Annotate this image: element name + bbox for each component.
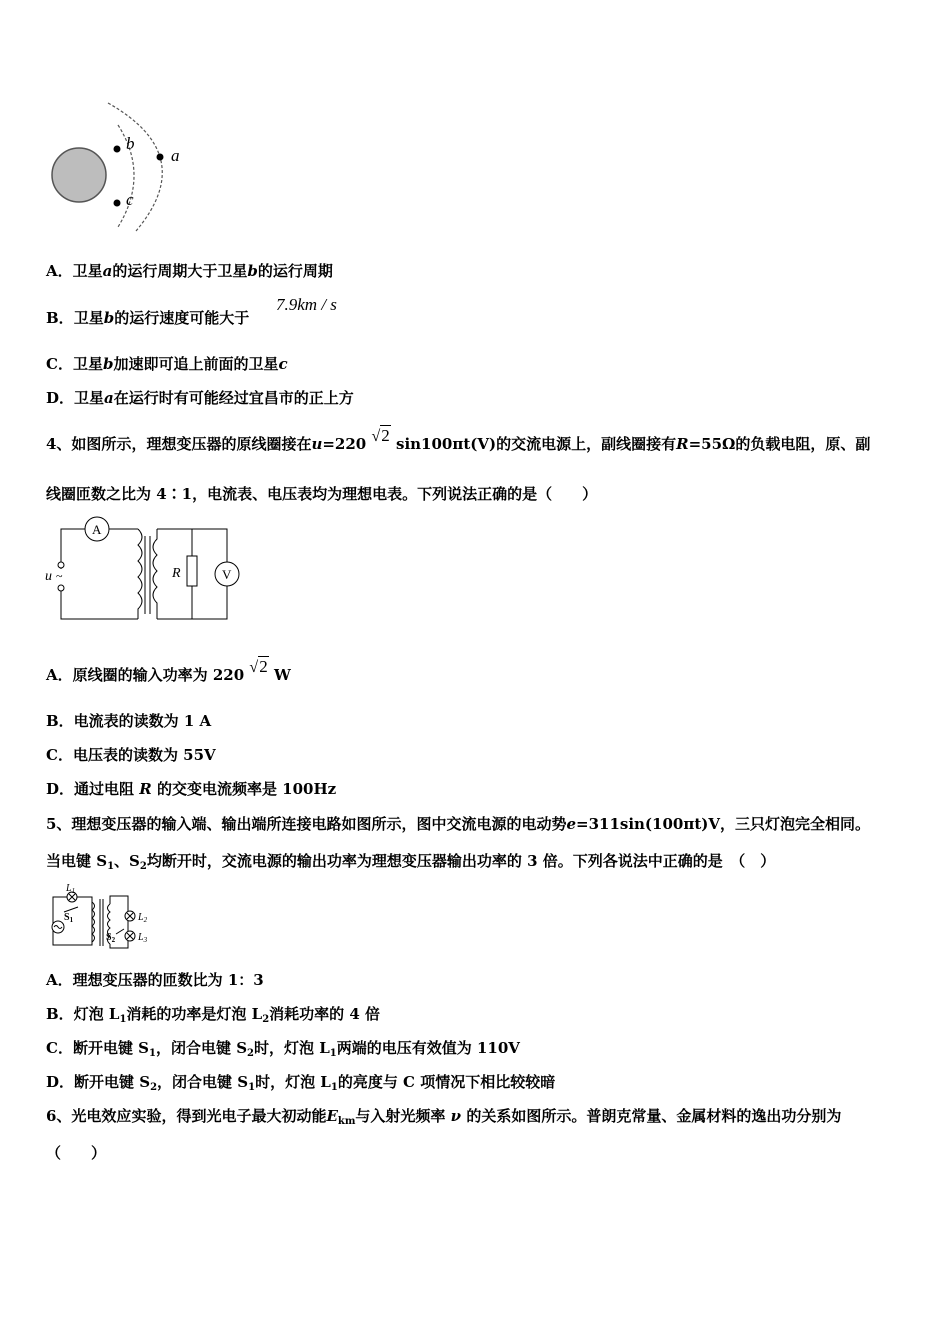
option-letter: A． [46,666,73,684]
var: c [278,355,288,373]
subscript: 2 [262,1014,270,1025]
text: 的运行周期大于卫星 [112,262,248,280]
option-letter: A． [46,262,73,280]
ammeter-label: A [92,522,102,537]
q3-option-c [46,354,288,374]
letter: L [66,883,72,894]
subscript: 1 [149,1048,156,1059]
subscript: 2 [139,861,147,872]
q4-stem-line2: 线圈匝数之比为 4∶1，电流表、电压表均为理想电表。下列说法正确的是（ ） [46,485,598,503]
label-b: b [126,134,135,153]
label-S2 [106,932,116,944]
satellite-a [157,154,164,161]
text: 、S [114,852,140,870]
letter: S [106,932,112,943]
option-letter: B． [46,309,74,327]
var: R [139,780,152,798]
q5-option-b [46,1004,380,1030]
subscript: 1 [329,1048,337,1059]
text: 卫星 [74,389,105,407]
var: E [326,1107,338,1125]
index: 2 [143,916,148,924]
text: 的运行速度可能大于 [114,309,250,327]
satellite-orbit-figure [40,95,200,235]
var: a [102,262,113,280]
text: 卫星 [72,355,103,373]
label-S1 [64,912,74,924]
letter: L [138,912,144,923]
index: 1 [69,916,74,924]
var: b [247,262,258,280]
source-tilde: ~ [56,569,63,583]
text: 均断开时，交流电源的输出功率为理想变压器输出功率的 3 倍。下列各说法中正确的是 （ ） [146,852,776,870]
text: D．断开电键 S [46,1073,151,1091]
q5-option-a: A．理想变压器的匝数比为 1：3 [46,971,264,989]
text: B．灯泡 L [46,1005,120,1023]
q5-stem-line1 [46,814,870,834]
text: 6、光电效应实验，得到光电子最大初动能 [46,1107,327,1125]
option-letter: C． [46,355,73,373]
text: ，闭合电键 S [157,1073,249,1091]
var: b [102,355,114,373]
label-L2 [137,912,148,924]
text: D．通过电阻 [46,780,135,798]
q5-option-d [46,1072,555,1098]
text: 加速即可追上前面的卫星 [113,355,279,373]
subscript: 2 [247,1048,254,1059]
sqrt: √2 [249,657,268,676]
q3-option-a [46,261,333,281]
label-a: a [171,146,180,165]
text: 消耗的功率是灯泡 L [126,1005,263,1023]
text: 4、如图所示，理想变压器的原线圈接在 [46,435,312,453]
var: e [566,815,576,833]
text: =55Ω的负载电阻，原、副 [688,435,871,453]
index: 3 [143,936,148,944]
var: ν [450,1107,462,1125]
q4-option-a [46,657,291,686]
var: R [676,435,689,453]
text: 的关系如图所示。普朗克常量、金属材料的逸出功分别为 [466,1107,842,1125]
text: 原线圈的输入功率为 220 [72,666,245,684]
satellite-c [114,200,121,207]
text: 时，灯泡 L [255,1073,331,1091]
text: W [273,666,291,684]
q3-option-d [46,388,354,408]
q4-option-b: B．电流表的读数为 1 A [46,712,212,730]
earth [52,148,106,202]
subscript: 1 [119,1014,127,1025]
text: 的运行周期 [257,262,333,280]
q5-transformer-circuit [44,882,156,952]
text: 卫星 [73,309,104,327]
text: 的亮度与 C 项情况下相比较较暗 [337,1073,556,1091]
var: b [103,309,115,327]
q3-option-b-formula: 7.9km / s [276,295,337,314]
label-L3 [137,932,148,944]
text: =311sin(100πt)V，三只灯泡完全相同。 [576,815,870,833]
source-label: u [45,569,52,584]
q4-stem-line1 [46,426,871,455]
text: =220 [322,435,367,453]
option-letter: D． [46,389,75,407]
sqrt: √2 [371,426,390,445]
subscript: 1 [248,1082,256,1093]
subscript: 2 [150,1082,158,1093]
text: 消耗功率的 4 倍 [269,1005,381,1023]
letter: L [138,932,144,943]
text: 与入射光频率 [355,1107,446,1125]
text: 的交变电流频率是 100Hz [156,780,337,798]
sqrt-arg: 2 [259,657,268,676]
satellite-b [114,146,121,153]
var: a [104,389,114,407]
text: 当电键 S [46,852,108,870]
text: ，闭合电键 S [155,1039,248,1057]
var: u [311,435,323,453]
voltmeter-label: V [222,567,232,582]
letter: S [64,912,70,923]
q4-option-d [46,779,336,799]
subscript: 1 [107,861,115,872]
q3-option-b [46,308,249,328]
q5-option-c [46,1038,520,1064]
text: 两端的电压有效值为 110V [336,1039,520,1057]
q4-transformer-circuit [40,514,250,626]
q6-stem-line2: （ ） [46,1144,107,1162]
q4-option-c: C．电压表的读数为 55V [46,746,216,764]
label-L1 [65,883,75,895]
subscript: 1 [330,1082,338,1093]
orbit-outer [108,103,162,231]
text: 时，灯泡 L [254,1039,330,1057]
text: 在运行时有可能经过宜昌市的正上方 [113,389,354,407]
text: 卫星 [72,262,103,280]
q5-stem-line2 [46,851,775,877]
sqrt-arg: 2 [381,426,390,445]
subscript: km [337,1116,356,1127]
index: 2 [111,936,116,944]
index: 1 [71,887,76,895]
text: C．断开电键 S [46,1039,149,1057]
q6-stem-line1 [46,1106,841,1132]
text: 5、理想变压器的输入端、输出端所连接电路如图所示，图中交流电源的电动势 [46,815,567,833]
text: sin100πt(V)的交流电源上，副线圈接有 [396,435,677,453]
label-c: c [126,190,134,209]
resistor-label: R [172,566,181,581]
